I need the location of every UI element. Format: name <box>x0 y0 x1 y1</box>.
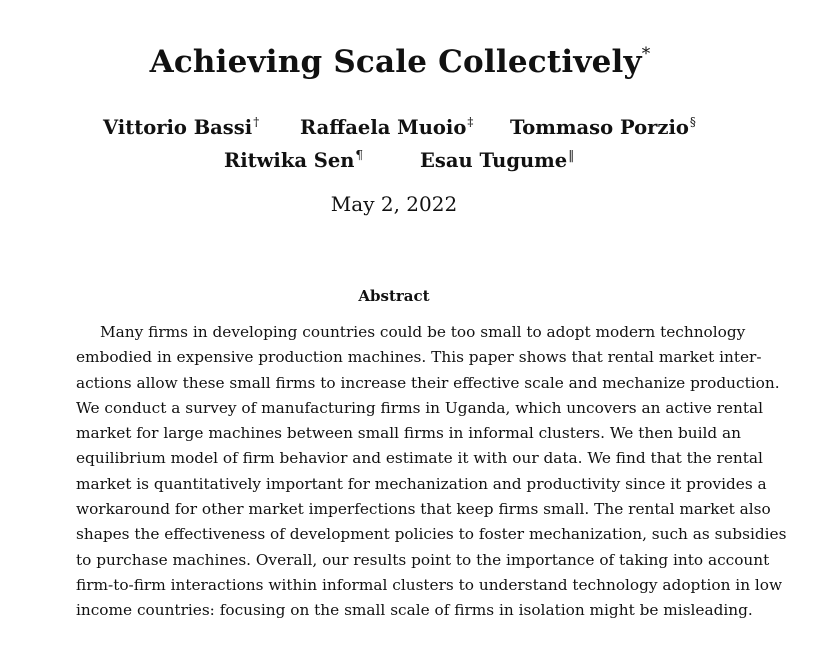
author-1 <box>103 115 259 139</box>
author-5 <box>420 148 574 172</box>
author-name: Esau Tugume <box>420 149 568 172</box>
abstract-line: income countries: focusing on the small scale of firms in isolation might be misleading. <box>76 601 753 620</box>
paper-title <box>0 44 800 80</box>
author-footnote-mark: ‖ <box>568 148 575 162</box>
author-footnote-mark: ‡ <box>467 115 474 129</box>
title-text: Achieving Scale Collectively <box>149 44 642 80</box>
abstract-heading: Abstract <box>358 287 430 305</box>
abstract-line: firm-to-firm interactions within informal clusters to understand technology adoption in low <box>76 575 783 594</box>
title-footnote-mark: * <box>641 44 651 64</box>
abstract-line: workaround for other market imperfections that keep firms small. The rental market also <box>76 500 771 519</box>
abstract-line: Many firms in developing countries could be too small to adopt modern technology <box>100 323 746 341</box>
abstract-line: actions allow these small firms to increase their effective scale and mechanize production. <box>76 373 780 392</box>
author-footnote-mark: † <box>253 115 260 129</box>
abstract-line: to purchase machines. Overall, our results point to the importance of taking into account <box>76 550 770 569</box>
author-name: Vittorio Bassi <box>103 116 253 139</box>
abstract-line: market for large machines between small firms in informal clusters. We then build an <box>76 424 742 443</box>
author-name: Tommaso Porzio <box>510 116 689 139</box>
abstract-line: shapes the effectiveness of development policies to foster mechanization, such as subsidies <box>76 525 787 544</box>
author-name: Raffaela Muoio <box>300 116 467 139</box>
author-footnote-mark: ¶ <box>355 148 364 162</box>
abstract-line: equilibrium model of firm behavior and estimate it with our data. We find that the rental <box>76 449 763 468</box>
author-name: Ritwika Sen <box>224 149 355 172</box>
abstract-body <box>76 320 787 624</box>
abstract-line: We conduct a survey of manufacturing firms in Uganda, which uncovers an active rental <box>76 398 764 417</box>
author-2 <box>300 115 473 139</box>
author-footnote-mark: § <box>689 115 696 129</box>
author-3 <box>510 115 696 139</box>
abstract-line: market is quantitatively important for mechanization and productivity since it provides a <box>76 474 767 493</box>
paper-date: May 2, 2022 <box>330 192 458 216</box>
author-4 <box>224 148 363 172</box>
abstract-line: embodied in expensive production machines. This paper shows that rental market inter- <box>76 348 762 367</box>
